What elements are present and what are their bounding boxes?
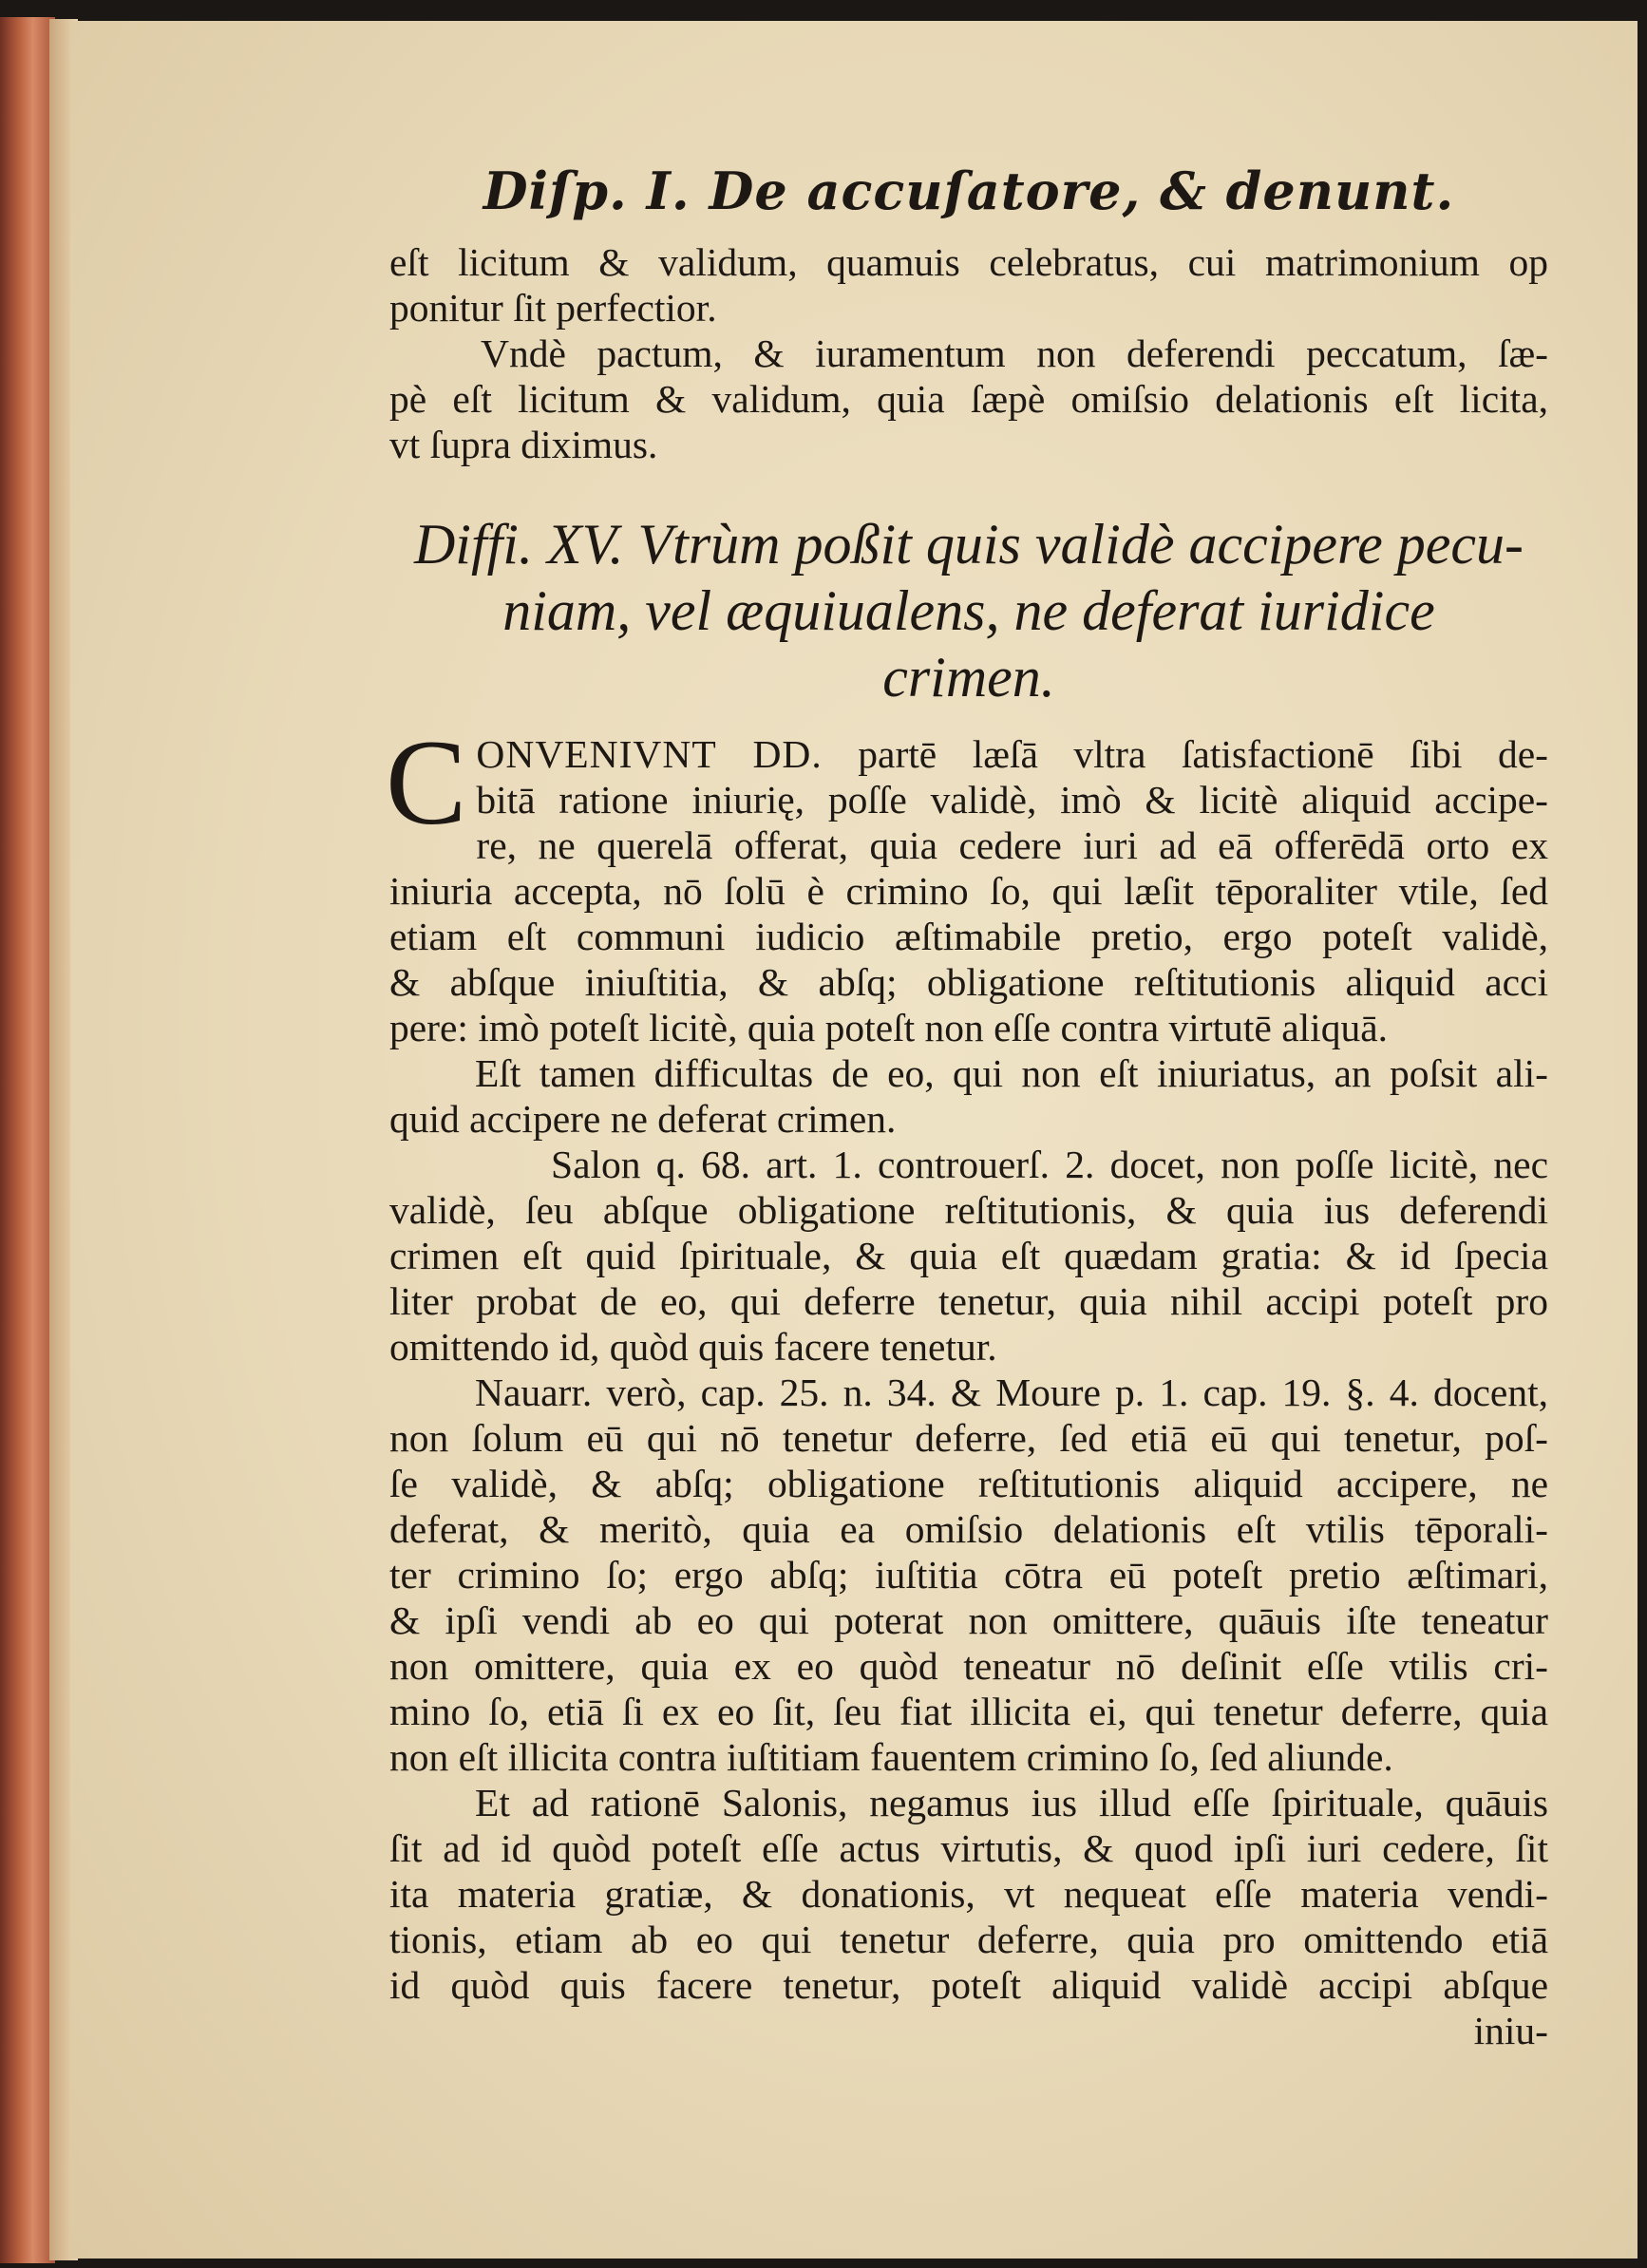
- para-nauarr-line-4: deferat, & meritò, quia ea omiſsio delationis eſt vtilis tēporali-: [389, 1507, 1548, 1552]
- para-salon-line-4: liter probat de eo, qui deferre tenetur, quia nihil accipi poteſt pro: [389, 1279, 1548, 1324]
- para-nauarr-line-1: Nauarr. verò, cap. 25. n. 34. & Moure p. 1. cap. 19. §. 4. docent,: [475, 1370, 1548, 1415]
- para-salon-line-3: crimen eſt quid ſpirituale, & quia eſt quædam gratia: & id ſpecia: [389, 1234, 1548, 1278]
- para-conueniunt-line-4: iniuria accepta, nō ſolū è crimino ſo, qui læſit tēporaliter vtile, ſed: [389, 869, 1548, 914]
- section-heading-line-3: crimen.: [882, 646, 1055, 709]
- para-salon-line-1: Salon q. 68. art. 1. controuerſ. 2. docet, non poſſe licitè, nec: [551, 1143, 1548, 1187]
- para-conueniunt-line-1: [389, 731, 1548, 777]
- para-nauarr-line-7: non omittere, quia ex eo quòd teneatur nō deſinit eſſe vtilis cri-: [389, 1644, 1548, 1689]
- para-nauarr-line-6: & ipſi vendi ab eo qui poterat non omittere, quāuis iſte teneatur: [389, 1598, 1548, 1643]
- text-block: [386, 161, 1549, 2053]
- para-et-line-4: tionis, etiam ab eo qui tenetur deferre, quia pro omittendo etiā: [389, 1918, 1548, 1962]
- para-salon-line-2: validè, ſeu abſque obligatione reſtitutionis, & quia ius deferendi: [389, 1188, 1548, 1233]
- para-vnde-line-1: Vndè pactum, & iuramentum non deferendi peccatum, ſæ-: [481, 331, 1548, 376]
- running-head: Diſp. I. De accuſatore, & denunt.: [483, 161, 1455, 221]
- para-conueniunt: [386, 715, 1549, 1050]
- para-est-line-2: quid accipere ne deferat crimen.: [389, 1097, 897, 1142]
- para-nauarr-line-9: non eſt illicita contra iuſtitiam fauentem crimino ſo, ſed aliunde.: [389, 1735, 1393, 1780]
- para-nauarr-line-2: non ſolum eū qui nō tenetur deferre, ſed etiā eū qui tenetur, poſ-: [389, 1416, 1548, 1461]
- para-est-line-1: Eſt tamen difficultas de eo, qui non eſt iniuriatus, an poſsit ali-: [475, 1051, 1548, 1096]
- para-nauarr-line-5: ter crimino ſo; ergo abſq; iuſtitia cōtra eū poteſt pretio æſtimari,: [389, 1553, 1548, 1597]
- para-conueniunt-line-7: pere: imò poteſt licitè, quia poteſt non eſſe contra virtutē aliquā.: [389, 1006, 1388, 1050]
- para-conueniunt-line-3: re, ne querelā offerat, quia cedere iuri ad eā offerēdā orto ex: [476, 823, 1548, 868]
- para-conueniunt-line-1-text: partē læſā vltra ſatisfactionē ſibi de-: [822, 732, 1549, 777]
- para-et-line-5: id quòd quis facere tenetur, poteſt aliquid validè accipi abſque: [389, 1963, 1548, 2008]
- para-nauarr-line-8: mino ſo, etiā ſi ex eo ſit, ſeu fiat illicita ei, qui tenetur deferre, quia: [389, 1690, 1548, 1734]
- para-et-line-2: ſit ad id quòd poteſt eſſe actus virtutis, & quod ipſi iuri cedere, ſit: [389, 1826, 1548, 1871]
- para-vnde-line-3: vt ſupra diximus.: [389, 423, 658, 467]
- page-edge: [0, 17, 55, 2263]
- para-et-line-3: ita materia gratiæ, & donationis, vt nequeat eſſe materia vendi-: [389, 1872, 1548, 1917]
- para-conueniunt-line-2: bitā ratione iniurię, poſſe validè, imò & licitè aliquid accipe-: [476, 778, 1548, 822]
- catchword: iniu-: [1473, 2009, 1548, 2053]
- para-et-line-1: Et ad rationē Salonis, negamus ius illud eſſe ſpirituale, quāuis: [475, 1781, 1548, 1825]
- para-vnde-line-2: pè eſt licitum & validum, quia ſæpè omiſsio delationis eſt licita,: [389, 377, 1548, 422]
- section-heading-line-1: Diffi. XV. Vtrùm poßit quis validè accipere pecu-: [413, 513, 1524, 576]
- opening-line-1: eſt licitum & validum, quamuis celebratus, cui matrimonium op: [389, 240, 1548, 285]
- para-salon-line-5: omittendo id, quòd quis facere tenetur.: [389, 1325, 997, 1370]
- para-conueniunt-line-6: & abſque iniuſtitia, & abſq; obligatione reſtitutionis aliquid acci: [389, 960, 1548, 1005]
- drop-cap: C: [386, 715, 467, 851]
- section-heading: [389, 511, 1548, 710]
- opening-line-2: ponitur ſit perfectior.: [389, 286, 717, 331]
- section-heading-line-2: niam, vel æquiualens, ne deferat iuridice: [502, 579, 1435, 643]
- para-conueniunt-line-5: etiam eſt communi iudicio æſtimabile pretio, ergo poteſt validè,: [389, 915, 1548, 959]
- para-conueniunt-lead: ONVENIVNT DD.: [476, 732, 823, 777]
- para-nauarr-line-3: ſe validè, & abſq; obligatione reſtitutionis aliquid accipere, ne: [389, 1462, 1548, 1506]
